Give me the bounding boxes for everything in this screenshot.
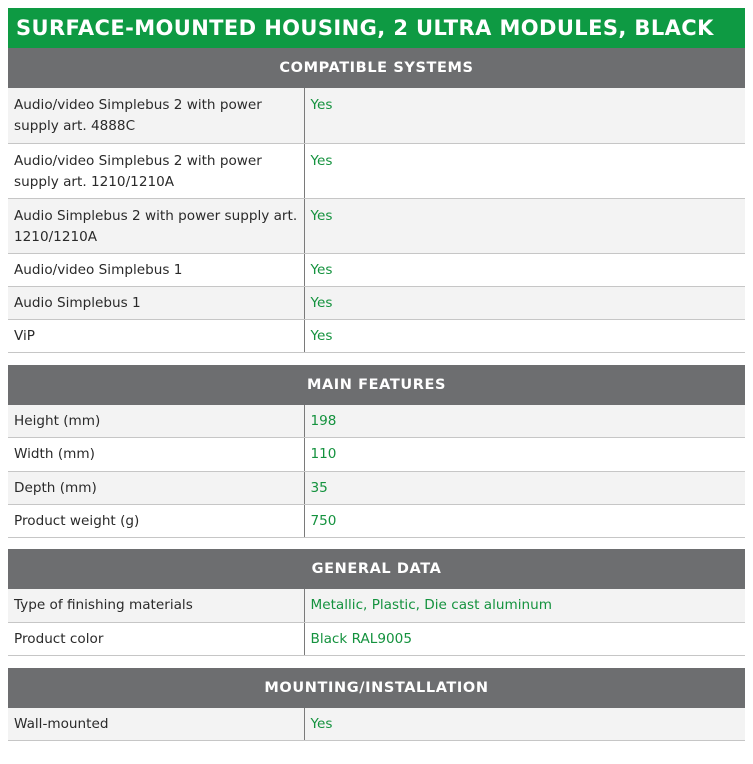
row-label: Audio/video Simplebus 2 with power supply art. 1210/1210A — [8, 143, 304, 198]
table-row — [8, 198, 745, 253]
section-spacer — [8, 353, 745, 365]
row-value: 750 — [304, 505, 745, 538]
table-row — [8, 319, 745, 352]
general-data-table — [8, 589, 745, 656]
row-value: Yes — [304, 198, 745, 253]
section-header-general-data: GENERAL DATA — [8, 549, 745, 589]
compatible-systems-table — [8, 88, 745, 353]
row-value: 110 — [304, 438, 745, 472]
row-value: Yes — [304, 319, 745, 352]
mounting-installation-table — [8, 708, 745, 742]
page-title: SURFACE-MOUNTED HOUSING, 2 ULTRA MODULES, BLACK — [8, 8, 745, 48]
row-value: Yes — [304, 708, 745, 741]
table-row — [8, 505, 745, 538]
row-value: Yes — [304, 143, 745, 198]
section-spacer — [8, 538, 745, 549]
row-label: Audio/video Simplebus 1 — [8, 253, 304, 286]
table-row — [8, 143, 745, 198]
main-features-table — [8, 405, 745, 539]
section-header-compatible-systems: COMPATIBLE SYSTEMS — [8, 48, 745, 88]
table-row — [8, 88, 745, 143]
row-label: Audio Simplebus 2 with power supply art. 1210/1210A — [8, 198, 304, 253]
row-label: Depth (mm) — [8, 472, 304, 505]
row-label: Wall-mounted — [8, 708, 304, 741]
row-label: Product weight (g) — [8, 505, 304, 538]
spec-sheet — [0, 8, 753, 764]
table-row — [8, 708, 745, 741]
section-header-mounting-installation: MOUNTING/INSTALLATION — [8, 668, 745, 708]
table-row — [8, 286, 745, 319]
row-label: Type of finishing materials — [8, 589, 304, 622]
section-spacer — [8, 656, 745, 668]
table-row — [8, 253, 745, 286]
row-label: Product color — [8, 622, 304, 655]
row-label: Width (mm) — [8, 438, 304, 472]
row-label: Audio Simplebus 1 — [8, 286, 304, 319]
row-value: Yes — [304, 253, 745, 286]
section-header-main-features: MAIN FEATURES — [8, 365, 745, 405]
table-row — [8, 622, 745, 655]
table-row — [8, 405, 745, 438]
row-label: ViP — [8, 319, 304, 352]
table-row — [8, 589, 745, 622]
row-label: Audio/video Simplebus 2 with power supply art. 4888C — [8, 88, 304, 143]
table-row — [8, 472, 745, 505]
row-value: 35 — [304, 472, 745, 505]
row-label: Height (mm) — [8, 405, 304, 438]
row-value: Yes — [304, 286, 745, 319]
row-value: Yes — [304, 88, 745, 143]
row-value: 198 — [304, 405, 745, 438]
table-row — [8, 438, 745, 472]
row-value: Black RAL9005 — [304, 622, 745, 655]
row-value: Metallic, Plastic, Die cast aluminum — [304, 589, 745, 622]
